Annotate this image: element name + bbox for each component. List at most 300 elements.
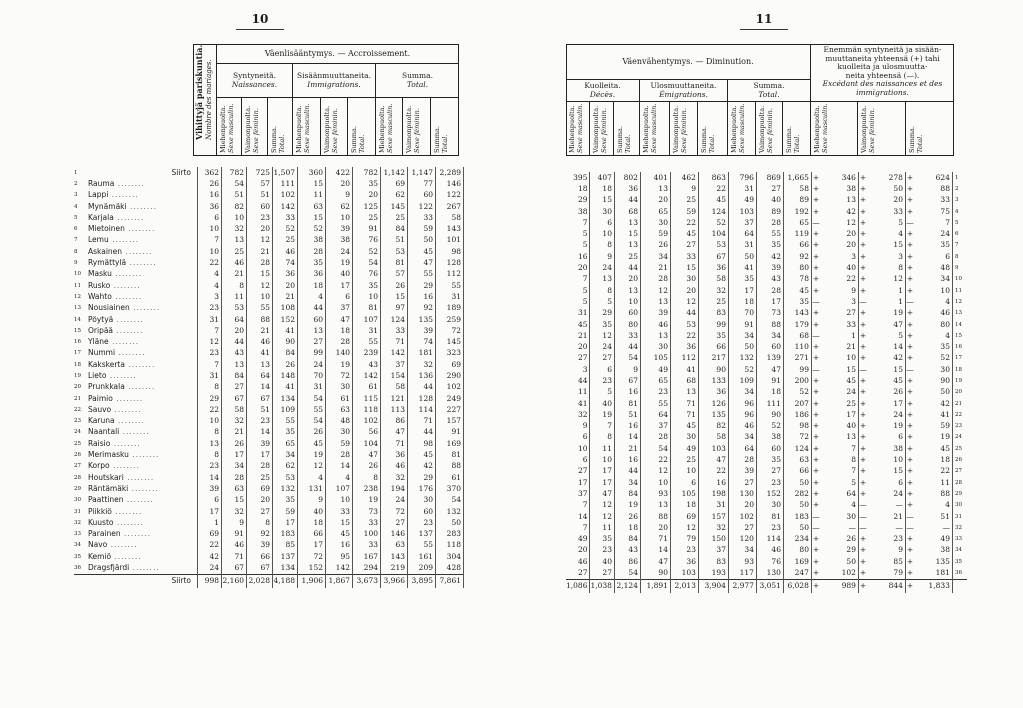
municipality-name: Karjala ........: [86, 212, 198, 223]
table-cell: 60: [408, 190, 436, 201]
table-cell: 25: [614, 251, 640, 262]
left-sub-sum-5-label: Summa.: [350, 126, 358, 153]
table-cell: 12: [247, 235, 273, 246]
sign-cell: —: [859, 500, 867, 510]
table-cell: 67: [247, 562, 273, 574]
sign-cell: +: [859, 466, 867, 476]
table-cell: 30: [408, 495, 436, 506]
dot-leader: ........: [124, 224, 156, 234]
sign-cell: +: [859, 488, 867, 498]
table-cell: 3: [867, 251, 906, 262]
row-number: 1: [954, 174, 959, 181]
table-cell: 135: [914, 556, 953, 567]
table-cell: 271: [783, 353, 811, 364]
table-cell: 47: [698, 454, 728, 465]
table-cell: 11: [298, 190, 326, 201]
dot-leader: ........: [114, 416, 146, 426]
sign-cell: +: [812, 375, 820, 385]
table-cell: 66: [298, 529, 326, 540]
table-cell: 7: [566, 522, 590, 533]
table-cell: 169: [436, 438, 464, 449]
table-cell: 89: [756, 206, 783, 217]
table-cell: 50: [783, 522, 811, 533]
table-cell: 142: [326, 562, 353, 574]
table-cell: 16: [326, 540, 353, 551]
sign-cell: +: [812, 455, 820, 465]
table-cell: 76: [353, 269, 381, 280]
municipality-name: Kakskerta ........: [86, 359, 198, 370]
table-cell: 59: [408, 223, 436, 234]
table-cell: 13: [614, 217, 640, 228]
table-cell: 152: [298, 562, 326, 574]
table-cell: 401: [640, 172, 670, 183]
table-cell: 30: [640, 217, 670, 228]
summa-group: [376, 64, 459, 98]
table-cell: 91: [756, 375, 783, 386]
left-sub-male-0-label: Miehenpuolta.: [219, 105, 227, 153]
sign-cell: +: [906, 319, 914, 329]
table-cell: 72: [436, 325, 464, 336]
emigrations-label-fr: Émigrations.: [659, 90, 708, 99]
table-cell: 67: [222, 562, 247, 574]
row-number: 29: [74, 485, 81, 492]
table-cell: 15: [590, 195, 614, 206]
table-cell: 84: [222, 370, 247, 381]
table-cell: 57: [247, 178, 273, 189]
row-number: 33: [74, 531, 81, 538]
immigrations-label: Sisäänmuuttaneita.: [297, 71, 371, 80]
table-cell: 145: [381, 201, 408, 212]
table-cell: 52: [914, 353, 953, 364]
row-number: 28: [954, 479, 962, 486]
sign-cell: +: [812, 183, 820, 193]
table-cell: 782: [353, 167, 381, 178]
table-cell: 21: [247, 325, 273, 336]
table-cell: 12: [867, 274, 906, 285]
table-cell: 28: [640, 432, 670, 443]
table-cell: 35: [273, 495, 298, 506]
sign-cell: +: [812, 534, 820, 544]
table-cell: 112: [436, 269, 464, 280]
table-cell: 27: [222, 382, 247, 393]
table-cell: 186: [783, 409, 811, 420]
table-row: [566, 477, 967, 488]
row-number: 7: [74, 237, 78, 244]
table-cell: 134: [273, 393, 298, 404]
table-cell: 75: [914, 206, 953, 217]
table-cell: 33: [820, 319, 859, 330]
total-cell: 2,977: [728, 579, 756, 593]
row-number: 27: [954, 468, 962, 475]
table-row: [566, 534, 967, 545]
municipality-name: Räntämäki ........: [86, 483, 198, 494]
table-cell: 135: [408, 314, 436, 325]
table-cell: 51: [381, 235, 408, 246]
row-number: 31: [74, 508, 81, 515]
table-cell: 34: [273, 449, 298, 460]
table-cell: 58: [381, 382, 408, 393]
table-cell: 12: [198, 336, 222, 347]
table-cell: 20: [640, 522, 670, 533]
table-cell: 20: [670, 285, 698, 296]
table-cell: 8: [820, 454, 859, 465]
table-cell: 61: [353, 382, 381, 393]
dot-leader: ........: [109, 461, 141, 471]
table-cell: 45: [820, 375, 859, 386]
table-cell: 360: [298, 167, 326, 178]
table-cell: 146: [381, 529, 408, 540]
row-number: 9: [74, 260, 78, 267]
table-cell: 142: [273, 201, 298, 212]
sign-cell: +: [812, 545, 820, 555]
table-cell: 118: [353, 404, 381, 415]
dot-leader: ........: [111, 404, 142, 414]
municipality-name: Sauvo ........: [86, 404, 198, 415]
table-cell: 63: [222, 483, 247, 494]
table-cell: 35: [298, 257, 326, 268]
table-row: [74, 235, 464, 246]
table-cell: 19: [326, 257, 353, 268]
row-number: 20: [954, 389, 962, 396]
table-row: [566, 274, 967, 285]
total-cell: 998: [198, 574, 222, 588]
row-number-empty: [74, 574, 86, 588]
page-number-rule-left: [236, 29, 284, 30]
table-cell: 290: [436, 370, 464, 381]
sign-cell: +: [859, 229, 867, 239]
table-cell: 44: [614, 262, 640, 273]
table-cell: 82: [222, 201, 247, 212]
row-number: 24: [74, 429, 81, 436]
table-row: [566, 251, 967, 262]
table-row: [74, 280, 464, 291]
table-cell: 102: [353, 416, 381, 427]
immigrations-group: [293, 64, 376, 98]
table-cell: 36: [614, 183, 640, 194]
table-cell: 45: [914, 443, 953, 454]
table-cell: 43: [614, 545, 640, 556]
table-cell: 35: [590, 319, 614, 330]
table-cell: 84: [381, 223, 408, 234]
table-cell: 143: [381, 551, 408, 562]
table-cell: 193: [698, 567, 728, 579]
total-cell: 1,086: [566, 579, 590, 593]
total-label: Siirto: [86, 574, 198, 588]
municipality-name: Houtskari ........: [86, 472, 198, 483]
table-cell: 50: [728, 341, 756, 352]
sign-cell: +: [906, 432, 914, 442]
dot-leader: ........: [114, 178, 145, 188]
table-row: [566, 308, 967, 319]
sign-cell: +: [906, 274, 914, 284]
sign-cell: +: [906, 568, 914, 578]
table-cell: 26: [640, 240, 670, 251]
table-cell: 124: [698, 206, 728, 217]
dot-leader: ........: [124, 382, 156, 392]
sign-cell: +: [906, 545, 914, 555]
table-cell: 6: [914, 251, 953, 262]
table-cell: 34: [614, 477, 640, 488]
table-cell: 13: [590, 274, 614, 285]
row-number: 13: [74, 305, 81, 312]
table-cell: 47: [756, 364, 783, 375]
table-cell: 21: [614, 443, 640, 454]
table-cell: 44: [614, 466, 640, 477]
table-cell: 194: [381, 483, 408, 494]
table-cell: 5: [566, 296, 590, 307]
table-cell: 74: [408, 336, 436, 347]
table-row: [74, 359, 464, 370]
deaths-group: [566, 80, 640, 102]
table-cell: 17: [590, 466, 614, 477]
excess-line-3: kuolleita ja ulosmuutta-: [837, 62, 928, 71]
sign-cell: +: [906, 285, 914, 295]
table-row: [74, 529, 464, 540]
table-cell: 58: [222, 404, 247, 415]
table-cell: 9: [867, 545, 906, 556]
sign-cell: +: [859, 421, 867, 431]
table-row: [566, 454, 967, 465]
table-row: [74, 257, 464, 268]
table-cell: 24: [198, 562, 222, 574]
table-cell: 267: [436, 201, 464, 212]
table-cell: 108: [273, 303, 298, 314]
table-cell: 64: [728, 228, 756, 239]
table-row: [74, 190, 464, 201]
table-cell: 4: [198, 280, 222, 291]
table-row: [74, 427, 464, 438]
table-cell: 20: [566, 545, 590, 556]
table-row: [566, 511, 967, 522]
table-cell: 145: [436, 336, 464, 347]
sign-cell: +: [812, 443, 820, 453]
table-cell: 40: [820, 421, 859, 432]
page-number-right: 11: [755, 12, 773, 26]
table-cell: 24: [867, 409, 906, 420]
table-cell: 26: [614, 511, 640, 522]
total-cell: 1,833: [914, 579, 953, 593]
table-cell: 132: [728, 353, 756, 364]
table-cell: 64: [247, 370, 273, 381]
municipality-name: Piikkiö ........: [86, 506, 198, 517]
table-cell: 10: [867, 454, 906, 465]
table-cell: 46: [566, 556, 590, 567]
table-cell: 1: [198, 517, 222, 528]
table-cell: 28: [728, 454, 756, 465]
row-number: 16: [954, 344, 962, 351]
table-cell: 21: [566, 330, 590, 341]
table-cell: 84: [614, 488, 640, 499]
table-cell: 10: [670, 466, 698, 477]
deaths-label: Kuolleita.: [584, 81, 621, 90]
table-cell: 49: [728, 195, 756, 206]
row-number: 36: [74, 565, 81, 572]
dot-leader: ........: [113, 314, 144, 324]
table-cell: 51: [614, 409, 640, 420]
table-cell: 36: [198, 201, 222, 212]
dot-leader: ........: [113, 325, 144, 335]
table-cell: 6: [867, 432, 906, 443]
sign-cell: +: [906, 477, 914, 487]
table-cell: 25: [273, 235, 298, 246]
table-cell: 39: [728, 466, 756, 477]
table-cell: 33: [326, 506, 353, 517]
table-cell: 112: [670, 353, 698, 364]
table-cell: 29: [198, 393, 222, 404]
table-cell: 219: [381, 562, 408, 574]
table-cell: —: [867, 500, 906, 511]
table-cell: 81: [436, 449, 464, 460]
table-row: [566, 432, 967, 443]
table-cell: 23: [756, 477, 783, 488]
table-cell: 37: [381, 359, 408, 370]
table-cell: 12: [670, 296, 698, 307]
table-cell: 52: [756, 421, 783, 432]
sign-cell: +: [906, 443, 914, 453]
sign-cell: —: [812, 217, 820, 227]
municipality-name: Navo ........: [86, 540, 198, 551]
table-cell: 47: [408, 257, 436, 268]
table-cell: 34: [728, 387, 756, 398]
sign-cell: +: [906, 409, 914, 419]
table-cell: 83: [698, 308, 728, 319]
row-number: 6: [74, 226, 78, 233]
table-cell: 15: [381, 291, 408, 302]
table-cell: 17: [326, 280, 353, 291]
table-cell: 54: [436, 495, 464, 506]
table-cell: 36: [298, 269, 326, 280]
table-cell: 21: [867, 511, 906, 522]
table-cell: 119: [783, 228, 811, 239]
table-cell: 45: [408, 449, 436, 460]
table-cell: 37: [728, 217, 756, 228]
table-cell: 38: [867, 443, 906, 454]
table-cell: 74: [273, 257, 298, 268]
table-cell: 86: [381, 416, 408, 427]
table-cell: 10: [247, 291, 273, 302]
table-cell: 33: [614, 330, 640, 341]
table-cell: 4: [820, 500, 859, 511]
sign-cell: +: [906, 183, 914, 193]
sign-cell: +: [906, 172, 914, 182]
table-cell: 13: [614, 240, 640, 251]
dot-leader: ........: [123, 495, 154, 505]
table-cell: 85: [273, 540, 298, 551]
table-cell: 161: [408, 551, 436, 562]
excess-line-fr-2: immigrations.: [856, 87, 909, 97]
page-number-left: 10: [251, 12, 269, 26]
table-cell: 11: [590, 443, 614, 454]
table-cell: 38: [326, 235, 353, 246]
right-sub-female-7-label: Vaimonpuolta.: [758, 105, 766, 153]
table-cell: 68: [783, 330, 811, 341]
table-row: [74, 382, 464, 393]
sign-cell: +: [906, 387, 914, 397]
table-cell: 49: [566, 534, 590, 545]
table-cell: 181: [408, 348, 436, 359]
table-cell: 25: [820, 398, 859, 409]
table-cell: 10: [198, 416, 222, 427]
sign-cell: —: [859, 364, 867, 374]
table-cell: 6: [566, 454, 590, 465]
table-cell: 4: [298, 472, 326, 483]
table-cell: 51: [247, 190, 273, 201]
sign-cell: +: [906, 488, 914, 498]
excess-line-4: neita yhteensä (—).: [845, 70, 920, 80]
table-cell: 19: [867, 421, 906, 432]
table-cell: 17: [590, 477, 614, 488]
table-cell: 35: [353, 178, 381, 189]
table-cell: 40: [590, 398, 614, 409]
table-cell: 29: [408, 280, 436, 291]
table-cell: 4: [914, 330, 953, 341]
table-cell: 5: [566, 228, 590, 239]
table-cell: 14: [247, 427, 273, 438]
sign-cell: —: [812, 522, 820, 532]
table-cell: 60: [247, 201, 273, 212]
right-excess-sub-female-label-fr: Sexe féminin.: [868, 108, 876, 153]
row-number: 23: [954, 423, 962, 430]
municipality-name: Lieto ........: [86, 370, 198, 381]
table-cell: 80: [783, 262, 811, 273]
table-cell: 62: [381, 190, 408, 201]
row-number: 21: [954, 400, 962, 407]
table-cell: 17: [222, 449, 247, 460]
table-cell: 61: [326, 393, 353, 404]
right-sub-male-0-label-fr: Sexe masculin.: [576, 103, 584, 153]
table-cell: 24: [326, 246, 353, 257]
table-cell: 20: [867, 195, 906, 206]
table-cell: 7: [566, 500, 590, 511]
table-cell: 47: [326, 314, 353, 325]
left-sub-sum-2-label-fr: Total.: [278, 134, 286, 153]
dot-leader: ........: [108, 337, 140, 347]
table-cell: 78: [783, 274, 811, 285]
municipality-name: Prunkkala ........: [86, 382, 198, 393]
table-cell: 48: [914, 262, 953, 273]
table-cell: 96: [728, 398, 756, 409]
table-cell: 14: [326, 461, 353, 472]
dot-leader: ........: [110, 438, 141, 448]
table-cell: 24: [381, 495, 408, 506]
table-cell: 40: [298, 506, 326, 517]
table-row: [74, 506, 464, 517]
table-cell: 36: [698, 387, 728, 398]
dot-leader: ........: [126, 201, 158, 211]
table-cell: 99: [298, 348, 326, 359]
table-row: [566, 522, 967, 533]
municipality-name: Mietoinen ........: [86, 223, 198, 234]
table-cell: 37: [326, 303, 353, 314]
table-cell: 19: [590, 409, 614, 420]
table-cell: 26: [298, 427, 326, 438]
table-cell: 4: [914, 500, 953, 511]
table-cell: 20: [820, 228, 859, 239]
right-data-table: [566, 172, 967, 593]
row-number: 26: [74, 452, 81, 459]
table-row: [74, 551, 464, 562]
table-cell: 36: [273, 269, 298, 280]
table-cell: 20: [640, 195, 670, 206]
table-cell: 49: [914, 534, 953, 545]
table-cell: 802: [614, 172, 640, 183]
table-cell: 10: [590, 454, 614, 465]
table-cell: 217: [698, 353, 728, 364]
table-cell: 3: [566, 364, 590, 375]
table-cell: 84: [614, 534, 640, 545]
dot-leader: ........: [108, 190, 139, 200]
table-cell: 234: [783, 534, 811, 545]
